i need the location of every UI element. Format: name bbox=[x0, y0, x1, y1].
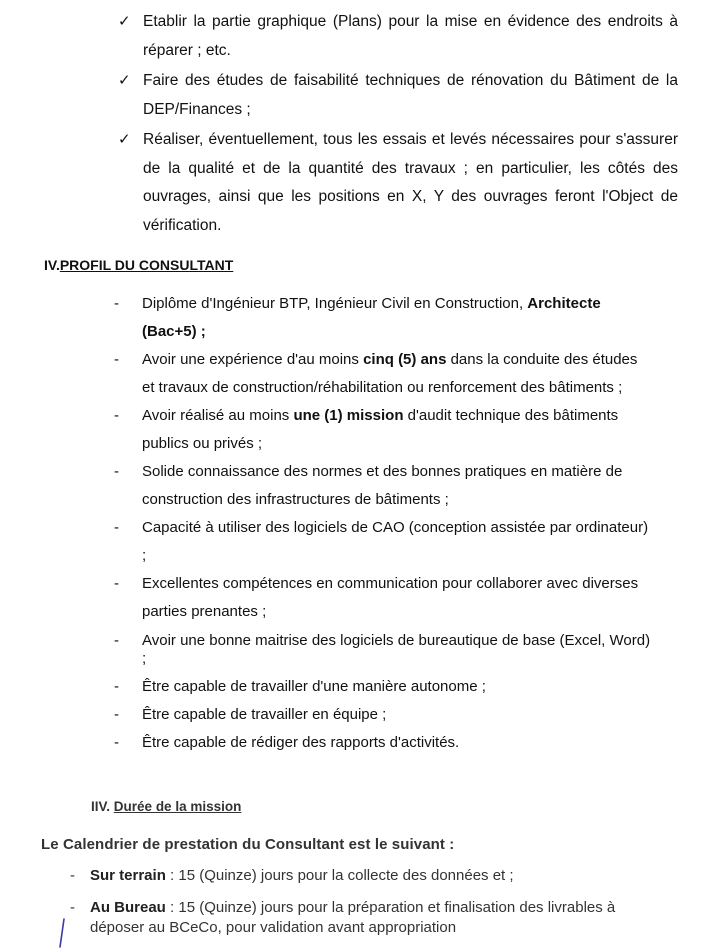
dash-bullet: - bbox=[114, 678, 119, 695]
section-title: PROFIL DU CONSULTANT bbox=[59, 257, 234, 273]
dash-bullet: - bbox=[114, 575, 119, 592]
checkmark-icon: ✓ bbox=[118, 13, 131, 30]
checklist-item-text: Réaliser, éventuellement, tous les essais et levés nécessaires pour s'assurer de la qualité et de la quantité des travaux ; en particulier, les côtés des ouvrages, ainsi que les positions en X, Y des ouvrages feront l'Object de vérification. bbox=[143, 131, 678, 234]
profil-item-bold: Architecte (Bac+5) ; bbox=[142, 295, 601, 340]
dash-bullet: - bbox=[114, 407, 119, 424]
profil-item bbox=[114, 402, 654, 458]
profil-item-text: Avoir réalisé au moins bbox=[142, 407, 294, 424]
profil-item-text: Excellentes compétences en communication pour collaborer avec diverses parties prenantes ; bbox=[142, 575, 639, 620]
profil-item-text: dans la conduite des études et travaux de construction/réhabilitation ou renforcement des bâtiments ; bbox=[142, 351, 638, 396]
dash-bullet: - bbox=[114, 706, 119, 723]
calendar-item-label: Au Bureau bbox=[90, 899, 166, 916]
profil-item bbox=[114, 706, 654, 724]
profil-item-text: Être capable de rédiger des rapports d'activités. bbox=[142, 734, 460, 751]
dash-bullet: - bbox=[70, 899, 75, 916]
calendar-item-label: Sur terrain bbox=[90, 867, 166, 884]
profil-item-text: d'audit technique des bâtiments publics ou privés ; bbox=[142, 407, 619, 452]
profil-item-text: Solide connaissance des normes et des bonnes pratiques en matière de construction des infrastructures de bâtiments ; bbox=[142, 463, 623, 508]
calendar-intro: Le Calendrier de prestation du Consultant est le suivant : bbox=[41, 836, 455, 853]
profil-item bbox=[114, 632, 654, 668]
profil-item-bold: une (1) mission bbox=[293, 407, 404, 424]
calendar-item-text: : 15 (Quinze) jours pour la collecte des données et ; bbox=[165, 867, 514, 884]
calendar-item-text: : 15 (Quinze) jours pour la préparation et finalisation des livrables à déposer au BCeCo, pour validation avant appropriation bbox=[90, 899, 616, 936]
dash-bullet: - bbox=[114, 463, 119, 480]
calendar-item bbox=[70, 866, 670, 886]
section-heading-duree bbox=[91, 799, 241, 814]
profil-item-text: Diplôme d'Ingénieur BTP, Ingénieur Civil en Construction, bbox=[142, 295, 528, 312]
profil-item-text: Être capable de travailler en équipe ; bbox=[142, 706, 387, 723]
profil-item bbox=[114, 678, 654, 696]
dash-bullet: - bbox=[114, 295, 119, 312]
dash-bullet: - bbox=[114, 632, 119, 649]
profil-item bbox=[114, 458, 654, 514]
profil-item bbox=[114, 346, 654, 402]
checklist-item bbox=[118, 67, 678, 124]
checkmark-icon: ✓ bbox=[118, 72, 131, 89]
profil-item-text: Être capable de travailler d'une manière autonome ; bbox=[142, 678, 486, 695]
dash-bullet: - bbox=[114, 351, 119, 368]
checklist-item-text: Faire des études de faisabilité techniques de rénovation du Bâtiment de la DEP/Finances ; bbox=[143, 72, 678, 118]
profil-item-text: Avoir une expérience d'au moins bbox=[142, 351, 364, 368]
dash-bullet: - bbox=[114, 519, 119, 536]
checklist-item-text: Etablir la partie graphique (Plans) pour la mise en évidence des endroits à réparer ; etc. bbox=[143, 13, 678, 59]
calendar-list bbox=[70, 866, 670, 950]
pen-mark bbox=[57, 918, 67, 948]
section-number: IIV. bbox=[91, 799, 111, 814]
section-title: Durée de la mission bbox=[113, 799, 242, 814]
profil-item bbox=[114, 290, 654, 346]
profil-item bbox=[114, 514, 654, 570]
profil-item bbox=[114, 570, 654, 626]
profil-item bbox=[114, 734, 654, 752]
section-number: IV. bbox=[44, 257, 60, 273]
profil-item-text: Avoir une bonne maitrise des logiciels de bureautique de base (Excel, Word) ; bbox=[142, 632, 651, 667]
tasks-checklist bbox=[118, 8, 678, 240]
dash-bullet: - bbox=[70, 867, 75, 884]
profil-item-text: Capacité à utiliser des logiciels de CAO (conception assistée par ordinateur) ; bbox=[142, 519, 649, 564]
profil-list bbox=[114, 290, 654, 762]
checklist-item bbox=[118, 126, 678, 240]
dash-bullet: - bbox=[114, 734, 119, 751]
checklist-item bbox=[118, 8, 678, 65]
section-heading-profil bbox=[44, 257, 233, 273]
profil-item-bold: cinq (5) ans bbox=[363, 351, 447, 368]
checkmark-icon: ✓ bbox=[118, 131, 131, 148]
calendar-item bbox=[70, 898, 670, 938]
